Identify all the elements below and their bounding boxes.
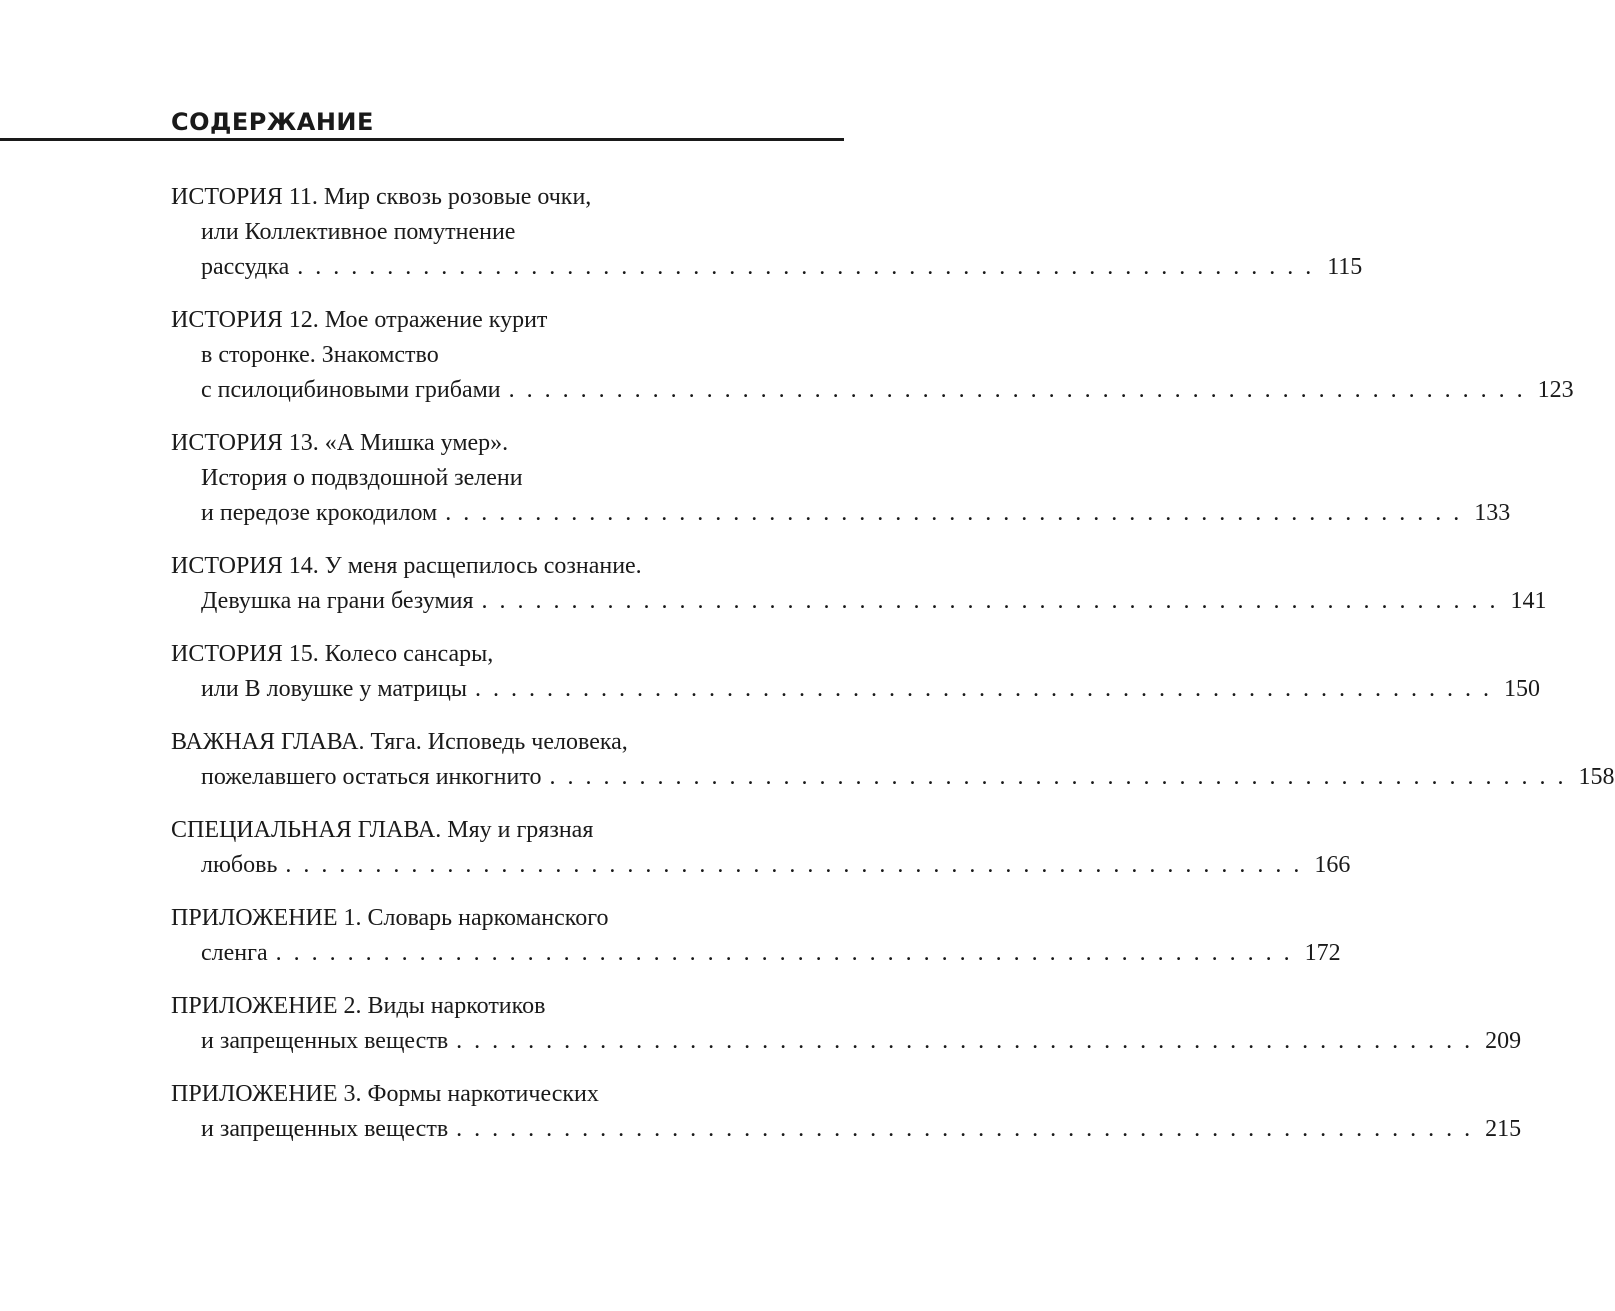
dot-leader: . . . . . . . . . . . . . . . . . . . . . . . . . . . . . . . . . . . . . . . . . . . . . . . . . . . . . . . . . (456, 1028, 1474, 1054)
toc-entry[interactable] (171, 426, 1511, 531)
toc-entry-title-end: и запрещенных веществ (201, 1028, 449, 1054)
dot-leader: . . . . . . . . . . . . . . . . . . . . . . . . . . . . . . . . . . . . . . . . . . . . . . . . . . . . . . . . . (481, 588, 1499, 614)
toc-entry-title: ИСТОРИЯ 12. Мое отражение курит (171, 307, 548, 333)
toc-entry-title-end: или В ловушке у матрицы (201, 676, 468, 702)
toc-entry-title: ПРИЛОЖЕНИЕ 1. Словарь наркоманского (171, 905, 609, 931)
toc-entry-last-line (171, 936, 1341, 971)
page-number: 215 (1485, 1116, 1522, 1142)
toc-entry-title: ПРИЛОЖЕНИЕ 3. Формы наркотических (171, 1081, 599, 1107)
toc-entry-title-continued: или Коллективное помутнение (201, 219, 516, 245)
toc-entry-title: СПЕЦИАЛЬНАЯ ГЛАВА. Мяу и грязная (171, 817, 594, 843)
toc-entry-title-end: сленга (201, 940, 268, 966)
toc-entry-last-line (171, 848, 1351, 883)
page-number: 133 (1474, 500, 1511, 526)
toc-entry-title-continued: в сторонке. Знакомство (201, 342, 439, 368)
toc-entry-title: ИСТОРИЯ 14. У меня расщепилось сознание. (171, 553, 642, 579)
toc-entry[interactable] (171, 725, 1615, 795)
toc-entry-last-line (171, 250, 1363, 285)
toc-entry-title: ИСТОРИЯ 11. Мир сквозь розовые очки, (171, 184, 592, 210)
toc-entry-title-end: рассудка (201, 254, 290, 280)
toc-entry-title: ИСТОРИЯ 13. «А Мишка умер». (171, 430, 509, 456)
title-divider (0, 138, 844, 141)
toc-entry-last-line (171, 760, 1615, 795)
dot-leader: . . . . . . . . . . . . . . . . . . . . . . . . . . . . . . . . . . . . . . . . . . . . . . . . . . . . . . . . . (297, 254, 1315, 280)
toc-entry-title-end: Девушка на грани безумия (201, 588, 474, 614)
page-number: 166 (1314, 852, 1351, 878)
dot-leader: . . . . . . . . . . . . . . . . . . . . . . . . . . . . . . . . . . . . . . . . . . . . . . . . . . . . . . . . . (275, 940, 1293, 966)
dot-leader: . . . . . . . . . . . . . . . . . . . . . . . . . . . . . . . . . . . . . . . . . . . . . . . . . . . . . . . . . (285, 852, 1303, 878)
toc-entry-title: ВАЖНАЯ ГЛАВА. Тяга. Исповедь человека, (171, 729, 628, 755)
toc-entry[interactable] (171, 303, 1574, 408)
page-number: 209 (1485, 1028, 1522, 1054)
page-number: 150 (1504, 676, 1541, 702)
page-number: 158 (1578, 764, 1615, 790)
dot-leader: . . . . . . . . . . . . . . . . . . . . . . . . . . . . . . . . . . . . . . . . . . . . . . . . . . . . . . . . . (475, 676, 1493, 702)
toc-entry-title: ИСТОРИЯ 15. Колесо сансары, (171, 641, 494, 667)
toc-entry-title-end: и передозе крокодилом (201, 500, 438, 526)
toc-entry[interactable] (171, 989, 1522, 1059)
page-number: 141 (1510, 588, 1547, 614)
dot-leader: . . . . . . . . . . . . . . . . . . . . . . . . . . . . . . . . . . . . . . . . . . . . . . . . . . . . . . . . . (508, 377, 1526, 403)
dot-leader: . . . . . . . . . . . . . . . . . . . . . . . . . . . . . . . . . . . . . . . . . . . . . . . . . . . . . . . . . (445, 500, 1463, 526)
toc-entry[interactable] (171, 813, 1351, 883)
toc-entry[interactable] (171, 1077, 1522, 1147)
toc-entry-last-line (171, 496, 1511, 531)
toc-entry-last-line (171, 584, 1547, 619)
toc-entry-title-end: любовь (201, 852, 278, 878)
toc-entry[interactable] (171, 180, 1363, 285)
toc-entry-last-line (171, 373, 1574, 408)
dot-leader: . . . . . . . . . . . . . . . . . . . . . . . . . . . . . . . . . . . . . . . . . . . . . . . . . . . . . . . . . (456, 1116, 1474, 1142)
page-number: 115 (1327, 254, 1363, 280)
page-number: 172 (1304, 940, 1341, 966)
toc-entry-last-line (171, 672, 1541, 707)
toc-entry[interactable] (171, 549, 1547, 619)
toc-entry-title: ПРИЛОЖЕНИЕ 2. Виды наркотиков (171, 993, 546, 1019)
toc-entry-title-end: пожелавшего остаться инкогнито (201, 764, 542, 790)
toc-entry[interactable] (171, 901, 1341, 971)
page-title: СОДЕРЖАНИЕ (171, 108, 374, 136)
dot-leader: . . . . . . . . . . . . . . . . . . . . . . . . . . . . . . . . . . . . . . . . . . . . . . . . . . . . . . . . . (549, 764, 1567, 790)
toc-entry-last-line (171, 1024, 1522, 1059)
page-number: 123 (1537, 377, 1574, 403)
toc-entry-last-line (171, 1112, 1522, 1147)
toc-entry[interactable] (171, 637, 1541, 707)
table-of-contents (171, 180, 1615, 1165)
toc-entry-title-end: с псилоцибиновыми грибами (201, 377, 501, 403)
toc-entry-title-continued: История о подвздошной зелени (201, 465, 523, 491)
toc-entry-title-end: и запрещенных веществ (201, 1116, 449, 1142)
